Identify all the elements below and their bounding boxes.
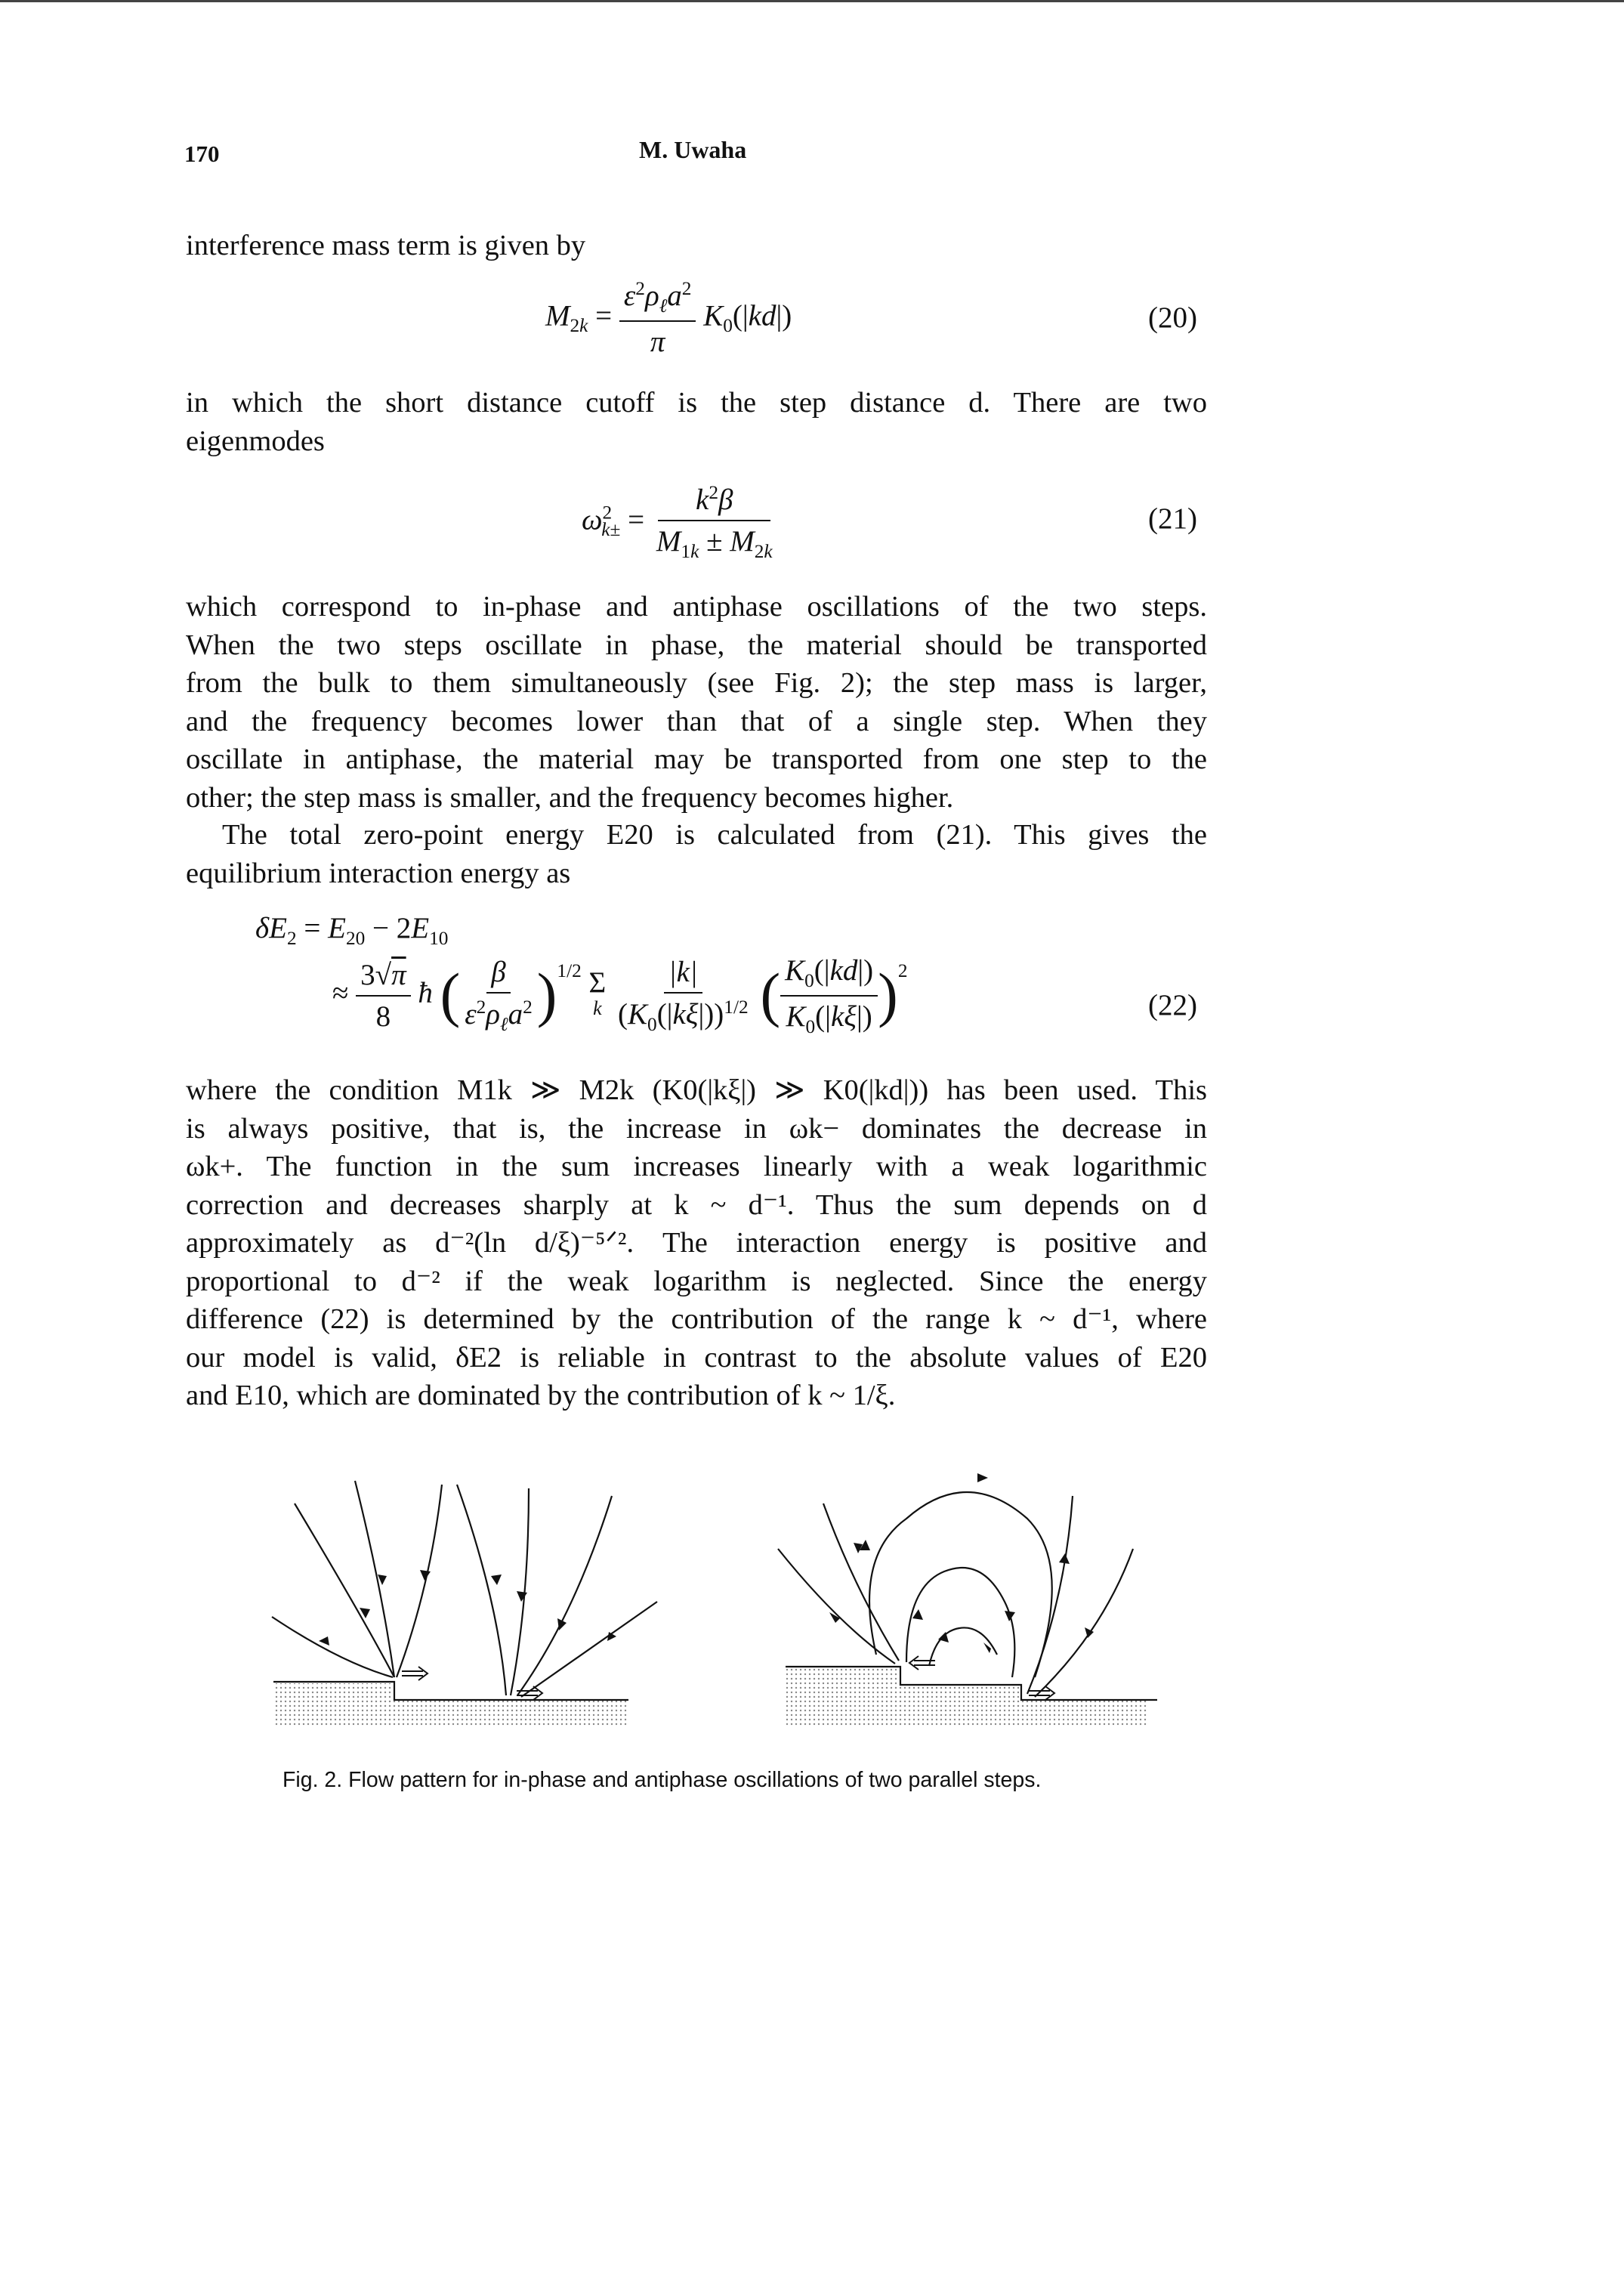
figure-caption: Fig. 2. Flow pattern for in-phase and antiphase oscillations of two parallel steps. [283, 1768, 1042, 1792]
text-line: approximately as d⁻²(ln d/ξ)⁻⁵ᐟ². The interaction energy is positive and [186, 1227, 1207, 1259]
text-line: ωk+. The function in the sum increases linearly with a weak logarithmic [186, 1151, 1207, 1182]
crystal-substrate-right [786, 1668, 1148, 1726]
text-line: and the frequency becomes lower than that of a single step. When they [186, 705, 1207, 737]
text-line: in which the short distance cutoff is the step distance d. There are two [186, 387, 1207, 419]
equation-22-number: (22) [1148, 989, 1197, 1021]
text-line: where the condition M1k ≫ M2k (K0(|kξ|) ≫ K0(|kd|)) has been used. This [186, 1074, 1207, 1106]
text-line: interference mass term is given by [186, 230, 586, 261]
text-line: difference (22) is determined by the contribution of the range k ~ d⁻¹, where [186, 1303, 1207, 1335]
paragraph-eigenmodes [186, 588, 1207, 817]
paragraph-cutoff [186, 384, 1207, 460]
equation-20-number: (20) [1148, 301, 1197, 334]
equation-21: $\omega^2_{k\pm}$ = $\frac{k^2\beta}{M_{1k} \pm M_{2k}}$ [582, 482, 773, 562]
equation-22-line1: $\delta E_2 = E_{20} - 2E_{10}$ [255, 912, 449, 949]
flow-arrow-icon [1059, 1553, 1070, 1564]
flow-arrow-icon [977, 1473, 988, 1482]
paragraph-zero-point [186, 816, 1207, 892]
text-line: proportional to d⁻² if the weak logarithm is neglected. Since the energy [186, 1265, 1207, 1297]
flow-arrow-icon [912, 1609, 923, 1620]
flow-loop-outer [869, 1492, 1052, 1677]
text-line: our model is valid, δE2 is reliable in contrast to the absolute values of E20 [186, 1341, 1207, 1374]
scan-top-border [0, 0, 1624, 2]
text-line: oscillate in antiphase, the material may be transported from one step to the [186, 743, 1207, 775]
flow-arrow-icon [829, 1612, 840, 1623]
flow-line [457, 1485, 506, 1695]
text-line: and E10, which are dominated by the contribution of k ~ 1/ξ. [186, 1380, 896, 1411]
flow-line [355, 1481, 394, 1677]
paragraph-condition [186, 1071, 1207, 1415]
text-line: The total zero-point energy E20 is calculated from (21). This gives the [222, 819, 1207, 851]
text-line: from the bulk to them simultaneously (see Fig. 2); the step mass is larger, [186, 667, 1207, 699]
flow-arrow-icon [420, 1570, 431, 1581]
figure-right-panel-antiphase [778, 1473, 1157, 1726]
figure-left-panel-in-phase [272, 1481, 657, 1726]
flow-line [397, 1485, 442, 1677]
step-motion-arrow-icon [402, 1667, 542, 1700]
running-head: M. Uwaha [639, 136, 747, 163]
flow-line [517, 1496, 612, 1695]
figure-2 [257, 1451, 1193, 1753]
text-line: which correspond to in-phase and antiphase oscillations of the two steps. [186, 591, 1207, 623]
text-line: is always positive, that is, the increase in ωk− dominates the decrease in [186, 1112, 1207, 1145]
text-line: correction and decreases sharply at k ~ d⁻¹. Thus the sum depends on d [186, 1188, 1207, 1221]
text-line: eigenmodes [186, 425, 325, 457]
flow-arrow-icon [517, 1591, 527, 1602]
flow-line [778, 1549, 895, 1664]
flow-line [272, 1617, 393, 1677]
equation-21-number: (21) [1148, 502, 1197, 535]
flow-arrow-icon [1005, 1611, 1015, 1621]
crystal-substrate-left [273, 1683, 627, 1726]
flow-arrow-icon [491, 1575, 502, 1585]
intro-paragraph [186, 227, 1207, 265]
flow-line [521, 1602, 657, 1697]
text-line: When the two steps oscillate in phase, the material should be transported [186, 629, 1207, 661]
equation-22-line2: ≈ $\frac{3√\pi}{8}$ ħ ( $\frac{\beta}{\varepsilon^2\rho_\ell a^2}$ )$^{1/2}$ Σ k $\frac{|k|}{(K_0(|k\xi|))^{1/2}}$ ( $\frac{K_0(|kd|)}{K_0(|k\xi|)}$ )$^2$ [332, 954, 908, 1037]
text-line: other; the step mass is smaller, and the frequency becomes higher. [186, 781, 954, 814]
equation-20: $M_{2k}$ = $\frac{\varepsilon^2\rho_\ell a^2}{\pi}$ $K_0(|kd|)$ [545, 278, 792, 358]
page-number: 170 [184, 141, 220, 167]
text-line: equilibrium interaction energy as [186, 857, 571, 889]
flow-arrow-icon [319, 1636, 329, 1646]
